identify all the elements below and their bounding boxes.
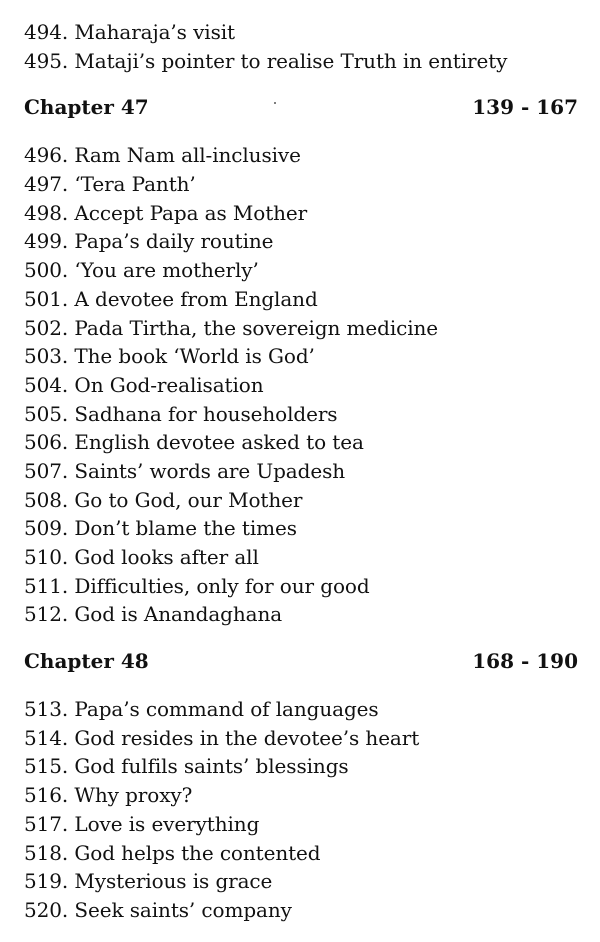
- list-item: [24, 839, 578, 868]
- list-item: [24, 867, 578, 896]
- list-item: [24, 170, 578, 199]
- entry-title: Seek saints’ company: [74, 897, 292, 922]
- list-item: [24, 199, 578, 228]
- entry-number: 500.: [24, 258, 69, 283]
- entry-title: God resides in the devotee’s heart: [74, 725, 420, 750]
- entry-number: 519.: [24, 869, 69, 894]
- entry-title: Why proxy?: [74, 783, 193, 808]
- entry-number: 497.: [24, 172, 69, 197]
- list-item: [24, 47, 578, 76]
- list-item: [24, 141, 578, 170]
- entry-number: 515.: [24, 754, 69, 779]
- entry-number: 510.: [24, 545, 69, 569]
- entry-title: God helps the contented: [74, 840, 321, 865]
- list-item: [24, 18, 578, 47]
- list-item: [24, 428, 578, 457]
- entry-title: Ram Nam all-inclusive: [74, 143, 301, 168]
- entry-number: 506.: [24, 430, 69, 455]
- list-item: [24, 314, 578, 343]
- entry-number: 509.: [24, 516, 69, 541]
- entry-title: Don’t blame the times: [74, 516, 297, 541]
- chapter-title: Chapter 47: [24, 95, 149, 120]
- list-item: [24, 371, 578, 400]
- entry-title: Go to God, our Mother: [74, 487, 303, 512]
- entry-title: The book ‘World is God’: [74, 344, 315, 369]
- list-item: [24, 342, 578, 371]
- entry-title: A devotee from England: [74, 286, 318, 311]
- list-item: [24, 752, 578, 781]
- entry-title: Sadhana for householders: [74, 401, 338, 426]
- entry-number: 504.: [24, 372, 69, 397]
- entry-number: 505.: [24, 401, 69, 426]
- list-item: [24, 695, 578, 724]
- list-item: [24, 285, 578, 314]
- entry-number: 499.: [24, 229, 69, 254]
- entry-title: Difficulties, only for our good: [74, 573, 370, 598]
- entry-number: 516.: [24, 783, 69, 808]
- table-of-contents: [24, 18, 578, 925]
- entry-title: Saints’ words are Upadesh: [74, 458, 346, 483]
- list-item: [24, 227, 578, 256]
- list-item: [24, 572, 578, 601]
- chapter-title: Chapter 48: [24, 649, 149, 674]
- entry-title: Papa’s command of languages: [74, 697, 379, 722]
- list-item: [24, 781, 578, 810]
- entry-number: 503.: [24, 344, 69, 369]
- list-item: [24, 457, 578, 486]
- list-item: [24, 810, 578, 839]
- entry-title: Accept Papa as Mother: [74, 200, 308, 225]
- entry-number: 502.: [24, 315, 69, 340]
- list-item: [24, 600, 578, 629]
- entry-number: 520.: [24, 897, 69, 922]
- list-item: [24, 896, 578, 925]
- list-item: [24, 256, 578, 285]
- chapter-page-range: 139 - 167: [472, 95, 578, 120]
- entry-title: ‘You are motherly’: [74, 258, 259, 283]
- entry-number: 494.: [24, 20, 69, 44]
- entry-number: 511.: [24, 573, 69, 598]
- entry-title: Love is everything: [74, 811, 260, 836]
- entry-title: God looks after all: [74, 545, 259, 569]
- entry-number: 501.: [24, 286, 69, 311]
- chapter-page-range: 168 - 190: [472, 649, 578, 674]
- entry-number: 517.: [24, 811, 69, 836]
- entry-title: ‘Tera Panth’: [74, 172, 196, 197]
- entry-number: 507.: [24, 458, 69, 483]
- entry-title: Papa’s daily routine: [74, 229, 274, 254]
- entry-title: English devotee asked to tea: [74, 430, 364, 455]
- entry-number: 498.: [24, 200, 69, 225]
- list-item: [24, 486, 578, 515]
- entry-number: 513.: [24, 697, 69, 722]
- entry-title: Maharaja’s visit: [74, 20, 235, 44]
- entry-number: 496.: [24, 143, 69, 168]
- scan-speck: [274, 102, 276, 104]
- chapter-heading-47: [24, 93, 578, 121]
- list-item: [24, 543, 578, 572]
- entry-title: God is Anandaghana: [74, 602, 283, 627]
- list-item: [24, 400, 578, 429]
- entry-title: On God-realisation: [74, 372, 264, 397]
- chapter-heading-48: [24, 647, 578, 675]
- entry-title: Mataji’s pointer to realise Truth in entirety: [74, 48, 508, 73]
- entry-number: 508.: [24, 487, 69, 512]
- entry-number: 512.: [24, 602, 69, 627]
- entry-title: Pada Tirtha, the sovereign medicine: [74, 315, 439, 340]
- entry-title: God fulfils saints’ blessings: [74, 754, 349, 779]
- entry-number: 514.: [24, 725, 69, 750]
- entry-number: 518.: [24, 840, 69, 865]
- list-item: [24, 514, 578, 543]
- list-item: [24, 724, 578, 753]
- entry-number: 495.: [24, 48, 69, 73]
- entry-title: Mysterious is grace: [74, 869, 273, 894]
